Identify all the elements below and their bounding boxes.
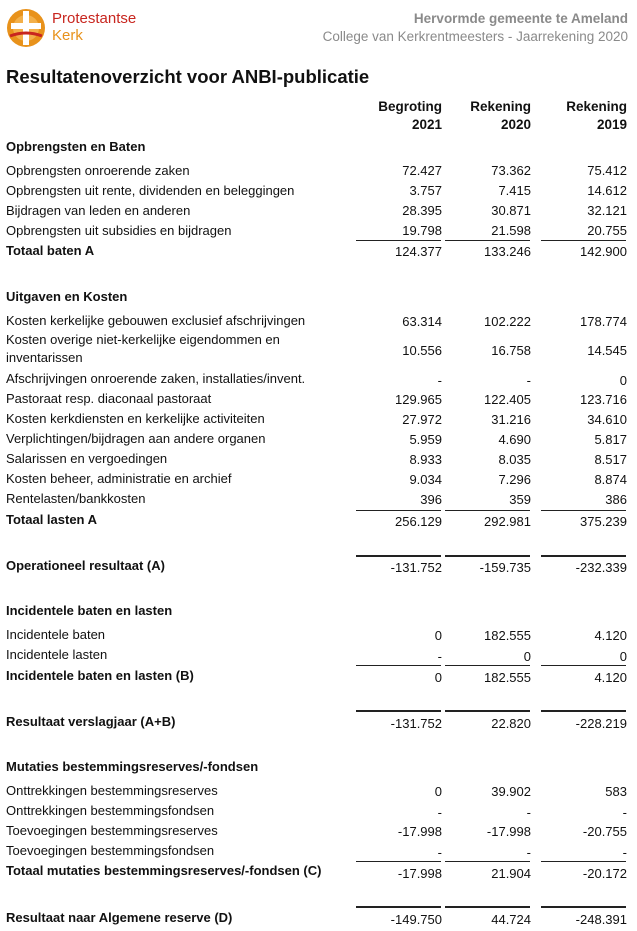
subtotal-rule: [541, 861, 626, 862]
row-label: Opbrengsten uit subsidies en bijdragen: [6, 223, 232, 238]
value-rekening-2019: 0: [619, 649, 627, 664]
row-label: Operationeel resultaat (A): [6, 558, 165, 573]
result-rule: [445, 710, 530, 712]
value-begroting-2021: 0: [434, 784, 442, 799]
value-rekening-2019: -232.339: [575, 560, 627, 575]
value-rekening-2019: 5.817: [594, 432, 627, 447]
value-begroting-2021: -131.752: [390, 716, 442, 731]
value-begroting-2021: 256.129: [395, 514, 442, 529]
column-header-line2: 2019: [596, 117, 627, 132]
value-rekening-2019: 8.874: [594, 472, 627, 487]
value-rekening-2019: 34.610: [587, 412, 627, 427]
value-rekening-2019: -20.755: [582, 824, 627, 839]
row-label: Resultaat verslagjaar (A+B): [6, 714, 176, 729]
logo-text: [52, 10, 136, 44]
result-rule: [541, 555, 626, 557]
row-label: Bijdragen van leden en anderen: [6, 203, 191, 218]
row-label: Onttrekkingen bestemmingsfondsen: [6, 803, 215, 818]
column-header-line1: Rekening: [470, 99, 531, 114]
value-begroting-2021: 0: [434, 670, 442, 685]
value-rekening-2019: -: [622, 845, 627, 860]
row-label: Onttrekkingen bestemmingsreserves: [6, 783, 218, 798]
subtotal-rule: [541, 665, 626, 666]
row-label: Incidentele baten en lasten (B): [6, 668, 194, 683]
document-subtitle: College van Kerkrentmeesters - Jaarrekening 2020: [322, 29, 628, 44]
column-header-line2: 2020: [500, 117, 531, 132]
row-label: Kosten kerkelijke gebouwen exclusief afschrijvingen: [6, 313, 306, 328]
value-rekening-2019: 4.120: [594, 670, 627, 685]
result-rule: [445, 906, 530, 908]
column-header-line1: Rekening: [566, 99, 627, 114]
value-begroting-2021: 3.757: [409, 183, 442, 198]
row-label: Opbrengsten onroerende zaken: [6, 163, 190, 178]
subtotal-rule: [445, 510, 530, 511]
value-rekening-2020: 8.035: [498, 452, 531, 467]
value-rekening-2020: 39.902: [491, 784, 531, 799]
subtotal-rule: [541, 240, 626, 241]
value-begroting-2021: -: [437, 649, 442, 664]
value-rekening-2020: 7.415: [498, 183, 531, 198]
value-rekening-2019: 178.774: [580, 314, 627, 329]
row-label: Toevoegingen bestemmingsreserves: [6, 823, 218, 838]
value-rekening-2020: -: [526, 805, 531, 820]
value-begroting-2021: 0: [434, 628, 442, 643]
value-rekening-2020: 359: [509, 492, 531, 507]
value-begroting-2021: -149.750: [390, 912, 442, 927]
row-label: Totaal lasten A: [6, 512, 98, 527]
result-rule: [445, 555, 530, 557]
result-rule: [541, 906, 626, 908]
value-rekening-2019: -248.391: [575, 912, 627, 927]
value-rekening-2020: 16.758: [491, 343, 531, 358]
value-rekening-2020: 73.362: [491, 163, 531, 178]
value-rekening-2020: 22.820: [491, 716, 531, 731]
value-begroting-2021: 396: [420, 492, 442, 507]
row-label: Opbrengsten uit rente, dividenden en beleggingen: [6, 183, 295, 198]
value-begroting-2021: 27.972: [402, 412, 442, 427]
page-title: Resultatenoverzicht voor ANBI-publicatie: [6, 66, 370, 87]
value-rekening-2019: 142.900: [580, 244, 627, 259]
result-rule: [356, 710, 441, 712]
value-begroting-2021: 129.965: [395, 392, 442, 407]
section-heading-incidenteel: Incidentele baten en lasten: [6, 603, 173, 618]
value-begroting-2021: 8.933: [409, 452, 442, 467]
value-begroting-2021: -17.998: [397, 866, 442, 881]
value-begroting-2021: 28.395: [402, 203, 442, 218]
value-rekening-2019: 375.239: [580, 514, 627, 529]
row-label: Incidentele baten: [6, 627, 106, 642]
row-label: Kosten beheer, administratie en archief: [6, 471, 232, 486]
row-label: Afschrijvingen onroerende zaken, installaties/invent.: [6, 371, 306, 386]
logo-line1: Protestantse: [52, 10, 137, 27]
protestantse-kerk-logo-icon: [6, 8, 46, 48]
value-rekening-2019: -: [622, 805, 627, 820]
value-begroting-2021: 5.959: [409, 432, 442, 447]
column-header-rekening-2020: [441, 98, 531, 134]
row-label: Kosten overige niet-kerkelijke eigendommen en inventarissen: [6, 332, 280, 365]
subtotal-rule: [445, 240, 530, 241]
row-label: Rentelasten/bankkosten: [6, 491, 146, 506]
value-rekening-2020: 102.222: [484, 314, 531, 329]
value-rekening-2020: 182.555: [484, 670, 531, 685]
row-label: Toevoegingen bestemmingsfondsen: [6, 843, 215, 858]
row-label: Verplichtingen/bijdragen aan andere organen: [6, 431, 266, 446]
value-rekening-2019: 14.612: [587, 183, 627, 198]
row-label: Salarissen en vergoedingen: [6, 451, 168, 466]
result-rule: [541, 710, 626, 712]
value-rekening-2019: -228.219: [575, 716, 627, 731]
value-rekening-2020: 30.871: [491, 203, 531, 218]
value-rekening-2020: 122.405: [484, 392, 531, 407]
section-heading-lasten: Uitgaven en Kosten: [6, 289, 128, 304]
value-rekening-2019: 20.755: [587, 223, 627, 238]
subtotal-rule: [541, 510, 626, 511]
value-rekening-2020: 7.296: [498, 472, 531, 487]
logo-line2: Kerk: [52, 27, 83, 44]
column-header-line2: 2021: [411, 117, 442, 132]
value-rekening-2020: -159.735: [479, 560, 531, 575]
value-rekening-2019: 123.716: [580, 392, 627, 407]
value-rekening-2020: 44.724: [491, 912, 531, 927]
value-begroting-2021: 10.556: [402, 343, 442, 358]
row-label: Resultaat naar Algemene reserve (D): [6, 910, 233, 925]
row-label: Totaal mutaties bestemmingsreserves/-fondsen (C): [6, 863, 322, 878]
value-rekening-2020: 4.690: [498, 432, 531, 447]
value-rekening-2019: 14.545: [587, 343, 627, 358]
value-rekening-2020: 182.555: [484, 628, 531, 643]
value-rekening-2019: 32.121: [587, 203, 627, 218]
section-heading-mutaties: Mutaties bestemmingsreserves/-fondsen: [6, 759, 259, 774]
value-begroting-2021: 124.377: [395, 244, 442, 259]
value-rekening-2020: 292.981: [484, 514, 531, 529]
value-begroting-2021: -: [437, 373, 442, 388]
value-rekening-2019: 0: [619, 373, 627, 388]
column-header-begroting-2021: [352, 98, 442, 134]
value-begroting-2021: -: [437, 805, 442, 820]
value-begroting-2021: 19.798: [402, 223, 442, 238]
subtotal-rule: [356, 861, 441, 862]
column-header-line1: Begroting: [378, 99, 442, 114]
subtotal-rule: [445, 665, 530, 666]
value-begroting-2021: 63.314: [402, 314, 442, 329]
value-rekening-2019: 583: [605, 784, 627, 799]
value-rekening-2020: 21.904: [491, 866, 531, 881]
value-begroting-2021: 9.034: [409, 472, 442, 487]
value-begroting-2021: -: [437, 845, 442, 860]
value-begroting-2021: -17.998: [397, 824, 442, 839]
value-rekening-2019: 4.120: [594, 628, 627, 643]
organization-name: Hervormde gemeente te Ameland: [413, 11, 628, 26]
value-rekening-2019: 386: [605, 492, 627, 507]
result-rule: [356, 906, 441, 908]
subtotal-rule: [356, 665, 441, 666]
row-label: Pastoraat resp. diaconaal pastoraat: [6, 391, 212, 406]
row-label: Totaal baten A: [6, 243, 95, 258]
value-rekening-2020: -: [526, 373, 531, 388]
value-begroting-2021: 72.427: [402, 163, 442, 178]
value-rekening-2020: 133.246: [484, 244, 531, 259]
subtotal-rule: [356, 240, 441, 241]
value-rekening-2020: 31.216: [491, 412, 531, 427]
value-rekening-2019: 8.517: [594, 452, 627, 467]
document-header: [323, 10, 628, 46]
section-heading-baten: Opbrengsten en Baten: [6, 139, 146, 154]
value-rekening-2020: 21.598: [491, 223, 531, 238]
column-header-rekening-2019: [537, 98, 627, 134]
value-rekening-2020: 0: [523, 649, 531, 664]
row-label: Incidentele lasten: [6, 647, 108, 662]
subtotal-rule: [356, 510, 441, 511]
value-rekening-2019: -20.172: [582, 866, 627, 881]
value-rekening-2020: -17.998: [486, 824, 531, 839]
value-rekening-2020: -: [526, 845, 531, 860]
row-label: Kosten kerkdiensten en kerkelijke activiteiten: [6, 411, 265, 426]
value-begroting-2021: -131.752: [390, 560, 442, 575]
result-rule: [356, 555, 441, 557]
subtotal-rule: [445, 861, 530, 862]
value-rekening-2019: 75.412: [587, 163, 627, 178]
